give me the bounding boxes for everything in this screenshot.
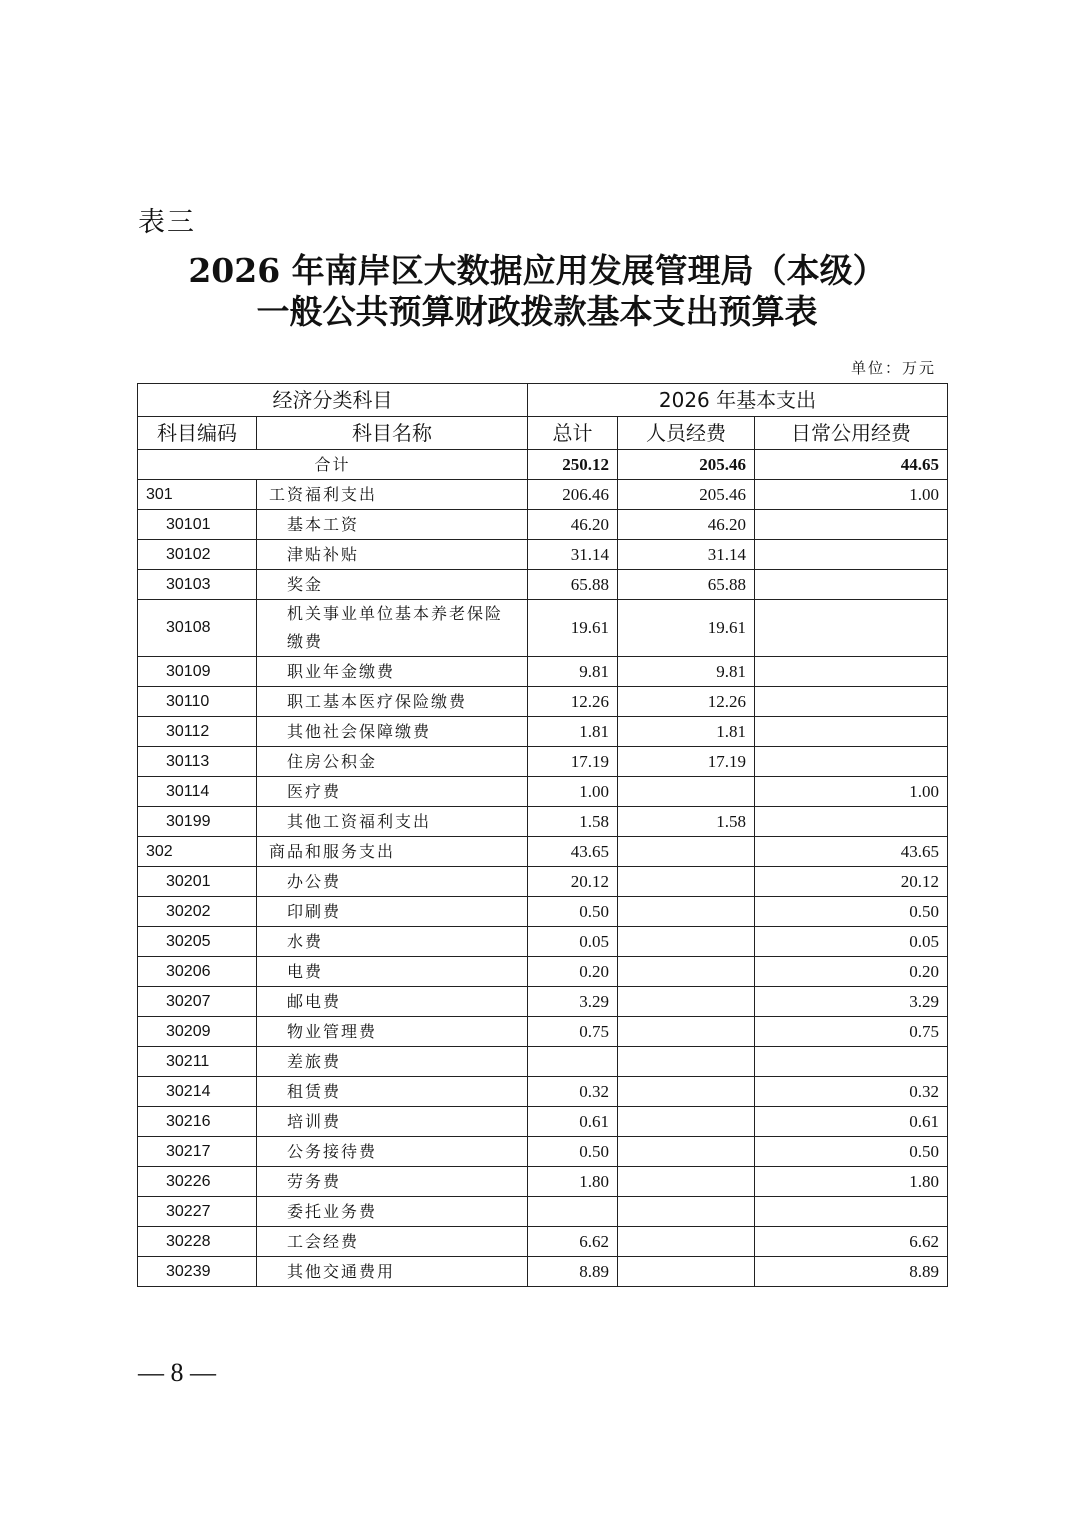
row-name: 委托业务费	[257, 1197, 528, 1227]
row-public: 3.29	[755, 987, 948, 1017]
row-code: 30205	[138, 927, 257, 957]
row-name: 物业管理费	[257, 1017, 528, 1047]
row-public	[755, 687, 948, 717]
document-title-line1: 2026 年南岸区大数据应用发展管理局（本级）	[188, 251, 886, 290]
row-name: 其他工资福利支出	[257, 807, 528, 837]
row-total: 0.32	[528, 1077, 618, 1107]
group-header-classification: 经济分类科目	[138, 384, 528, 417]
row-public: 8.89	[755, 1257, 948, 1287]
table-row	[138, 927, 948, 957]
row-total: 9.81	[528, 657, 618, 687]
row-code: 30206	[138, 957, 257, 987]
row-name: 机关事业单位基本养老保险缴费	[257, 600, 528, 657]
row-personnel	[618, 1017, 755, 1047]
row-total	[528, 1197, 618, 1227]
table-row	[138, 807, 948, 837]
row-total: 6.62	[528, 1227, 618, 1257]
row-total: 0.50	[528, 897, 618, 927]
column-header-personnel: 人员经费	[618, 417, 755, 450]
row-total: 43.65	[528, 837, 618, 867]
row-public: 0.75	[755, 1017, 948, 1047]
row-personnel: 12.26	[618, 687, 755, 717]
row-code: 30217	[138, 1137, 257, 1167]
table-row	[138, 747, 948, 777]
row-personnel	[618, 1137, 755, 1167]
row-total: 0.05	[528, 927, 618, 957]
total-personnel-value: 205.46	[618, 450, 755, 480]
row-code: 301	[138, 480, 257, 510]
row-total: 17.19	[528, 747, 618, 777]
row-code: 30201	[138, 867, 257, 897]
column-header-total: 总计	[528, 417, 618, 450]
row-name: 商品和服务支出	[257, 837, 528, 867]
row-name: 奖金	[257, 570, 528, 600]
row-code: 30108	[138, 600, 257, 657]
total-label: 合计	[138, 450, 528, 480]
row-personnel: 1.58	[618, 807, 755, 837]
row-public: 6.62	[755, 1227, 948, 1257]
row-personnel: 9.81	[618, 657, 755, 687]
row-name: 基本工资	[257, 510, 528, 540]
row-name: 办公费	[257, 867, 528, 897]
row-code: 30109	[138, 657, 257, 687]
row-name: 职业年金缴费	[257, 657, 528, 687]
table-row	[138, 1017, 948, 1047]
row-code: 30228	[138, 1227, 257, 1257]
row-public: 20.12	[755, 867, 948, 897]
column-header-code: 科目编码	[138, 417, 257, 450]
column-header-public: 日常公用经费	[755, 417, 948, 450]
row-code: 30114	[138, 777, 257, 807]
row-personnel: 19.61	[618, 600, 755, 657]
budget-table	[137, 383, 948, 1287]
row-total: 12.26	[528, 687, 618, 717]
table-row	[138, 480, 948, 510]
total-value: 250.12	[528, 450, 618, 480]
row-name: 工资福利支出	[257, 480, 528, 510]
row-total: 0.50	[528, 1137, 618, 1167]
row-personnel: 1.81	[618, 717, 755, 747]
table-row	[138, 657, 948, 687]
row-total: 0.61	[528, 1107, 618, 1137]
column-header-row	[138, 417, 948, 450]
row-code: 30239	[138, 1257, 257, 1287]
row-name: 住房公积金	[257, 747, 528, 777]
row-public	[755, 1197, 948, 1227]
row-personnel: 46.20	[618, 510, 755, 540]
row-total: 31.14	[528, 540, 618, 570]
row-name: 电费	[257, 957, 528, 987]
row-name: 租赁费	[257, 1077, 528, 1107]
row-personnel	[618, 867, 755, 897]
row-code: 30112	[138, 717, 257, 747]
group-header-basic-expenditure: 2026 年基本支出	[528, 384, 948, 417]
row-name: 劳务费	[257, 1167, 528, 1197]
row-personnel	[618, 837, 755, 867]
row-code: 30103	[138, 570, 257, 600]
row-public	[755, 510, 948, 540]
row-total: 1.81	[528, 717, 618, 747]
row-personnel	[618, 1227, 755, 1257]
row-name: 水费	[257, 927, 528, 957]
document-title-line2: 一般公共预算财政拨款基本支出预算表	[256, 292, 818, 331]
row-public	[755, 570, 948, 600]
row-public: 0.50	[755, 1137, 948, 1167]
row-public: 0.32	[755, 1077, 948, 1107]
table-row	[138, 777, 948, 807]
row-public: 0.20	[755, 957, 948, 987]
table-row	[138, 1227, 948, 1257]
row-personnel	[618, 1197, 755, 1227]
row-total: 0.20	[528, 957, 618, 987]
row-public: 1.00	[755, 777, 948, 807]
row-public	[755, 657, 948, 687]
row-personnel	[618, 1077, 755, 1107]
table-row	[138, 1137, 948, 1167]
row-name: 印刷费	[257, 897, 528, 927]
row-name: 公务接待费	[257, 1137, 528, 1167]
row-public	[755, 717, 948, 747]
row-total: 0.75	[528, 1017, 618, 1047]
row-personnel	[618, 1167, 755, 1197]
row-total: 8.89	[528, 1257, 618, 1287]
row-public: 0.05	[755, 927, 948, 957]
row-name: 培训费	[257, 1107, 528, 1137]
row-code: 30226	[138, 1167, 257, 1197]
table-row	[138, 897, 948, 927]
row-code: 30102	[138, 540, 257, 570]
row-code: 30202	[138, 897, 257, 927]
row-public	[755, 747, 948, 777]
row-code: 30211	[138, 1047, 257, 1077]
row-code: 30209	[138, 1017, 257, 1047]
row-code: 30110	[138, 687, 257, 717]
row-personnel	[618, 897, 755, 927]
row-total: 19.61	[528, 600, 618, 657]
row-code: 30101	[138, 510, 257, 540]
row-personnel	[618, 987, 755, 1017]
row-name: 其他社会保障缴费	[257, 717, 528, 747]
row-total: 3.29	[528, 987, 618, 1017]
row-name: 津贴补贴	[257, 540, 528, 570]
table-row	[138, 987, 948, 1017]
row-personnel	[618, 1047, 755, 1077]
unit-label: 单位：万元	[850, 359, 936, 377]
row-total: 1.00	[528, 777, 618, 807]
row-public: 1.00	[755, 480, 948, 510]
row-public	[755, 807, 948, 837]
row-name: 医疗费	[257, 777, 528, 807]
row-name: 邮电费	[257, 987, 528, 1017]
row-code: 30207	[138, 987, 257, 1017]
table-row	[138, 1257, 948, 1287]
table-row	[138, 1197, 948, 1227]
row-name: 其他交通费用	[257, 1257, 528, 1287]
table-row	[138, 1107, 948, 1137]
row-total: 20.12	[528, 867, 618, 897]
row-name: 职工基本医疗保险缴费	[257, 687, 528, 717]
row-total: 1.80	[528, 1167, 618, 1197]
total-row	[138, 450, 948, 480]
table-row	[138, 570, 948, 600]
table-row	[138, 1077, 948, 1107]
row-personnel: 205.46	[618, 480, 755, 510]
row-personnel: 17.19	[618, 747, 755, 777]
row-personnel	[618, 777, 755, 807]
row-public	[755, 600, 948, 657]
table-row	[138, 540, 948, 570]
row-code: 30227	[138, 1197, 257, 1227]
row-public: 1.80	[755, 1167, 948, 1197]
row-code: 30214	[138, 1077, 257, 1107]
row-code: 302	[138, 837, 257, 867]
row-total: 65.88	[528, 570, 618, 600]
table-row	[138, 687, 948, 717]
group-header-row	[138, 384, 948, 417]
row-code: 30216	[138, 1107, 257, 1137]
table-row	[138, 867, 948, 897]
row-total	[528, 1047, 618, 1077]
row-code: 30199	[138, 807, 257, 837]
table-row	[138, 717, 948, 747]
row-personnel	[618, 957, 755, 987]
row-public	[755, 1047, 948, 1077]
row-total: 46.20	[528, 510, 618, 540]
row-public: 0.61	[755, 1107, 948, 1137]
page-number: — 8 —	[138, 1358, 216, 1387]
table-row	[138, 1047, 948, 1077]
row-personnel	[618, 1257, 755, 1287]
row-total: 1.58	[528, 807, 618, 837]
total-public-value: 44.65	[755, 450, 948, 480]
table-label: 表三	[138, 207, 196, 238]
row-name: 差旅费	[257, 1047, 528, 1077]
column-header-name: 科目名称	[257, 417, 528, 450]
row-personnel: 65.88	[618, 570, 755, 600]
row-code: 30113	[138, 747, 257, 777]
row-personnel: 31.14	[618, 540, 755, 570]
row-total: 206.46	[528, 480, 618, 510]
row-public: 43.65	[755, 837, 948, 867]
table-row	[138, 510, 948, 540]
row-public	[755, 540, 948, 570]
row-public: 0.50	[755, 897, 948, 927]
row-name: 工会经费	[257, 1227, 528, 1257]
table-row	[138, 957, 948, 987]
table-row	[138, 1167, 948, 1197]
table-row	[138, 837, 948, 867]
row-personnel	[618, 1107, 755, 1137]
table-row	[138, 600, 948, 657]
row-personnel	[618, 927, 755, 957]
